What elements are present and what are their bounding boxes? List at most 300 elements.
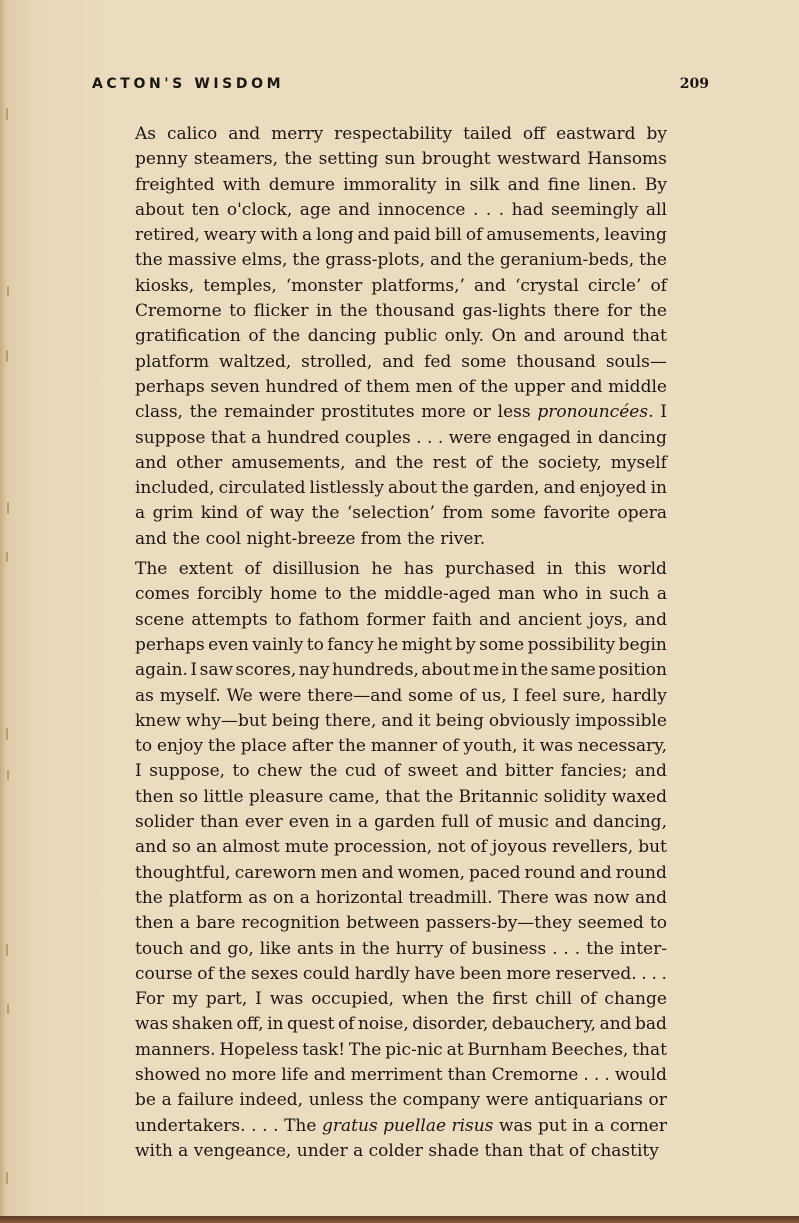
word: of [343, 376, 361, 397]
word: noise, [357, 1014, 409, 1035]
word: the [309, 761, 338, 782]
word: were [448, 427, 492, 448]
word: paid [393, 225, 431, 246]
word: on [272, 887, 295, 908]
word: . [416, 427, 422, 448]
text-line [135, 476, 667, 501]
word: respectability [334, 124, 453, 144]
word: thoughtful, [135, 862, 231, 883]
word: there [553, 301, 600, 322]
word: after [291, 736, 334, 757]
word: linen. [588, 174, 637, 195]
word: and [635, 887, 667, 908]
word: attempts [191, 609, 268, 630]
text-line-words [135, 350, 667, 375]
word: to [135, 736, 153, 757]
word: impossible [575, 710, 667, 731]
word: only. [444, 326, 484, 347]
word: and [507, 174, 540, 195]
word: was [269, 989, 304, 1010]
word: I [190, 660, 198, 681]
word: of [449, 938, 466, 959]
word: a [161, 1090, 172, 1111]
text-line-words [135, 198, 667, 223]
text-line [135, 582, 667, 607]
text-line-words [135, 375, 667, 400]
word: music [497, 812, 549, 833]
word: and [554, 812, 587, 833]
word: reserved. [555, 963, 637, 984]
word: As [135, 124, 157, 144]
word: and [189, 938, 222, 959]
word: grass-plots, [325, 250, 426, 271]
word: fancy [327, 634, 374, 655]
word: and [135, 837, 167, 858]
word: I [135, 761, 142, 782]
text-line-words [135, 1114, 667, 1139]
paragraph [135, 557, 667, 1164]
word: platforms,’ [371, 275, 465, 296]
italic-phrase: gratus puellae risus [322, 1115, 494, 1136]
word: so [172, 837, 192, 858]
word: joys, [588, 609, 628, 630]
word: necessary, [577, 736, 667, 757]
text-line [135, 501, 667, 526]
word: of [197, 963, 214, 984]
word: the [311, 503, 340, 524]
word: women, [397, 862, 465, 883]
word: off, [236, 1014, 264, 1035]
text-line [135, 987, 667, 1012]
margin-mark [6, 728, 8, 740]
word: and [473, 275, 506, 296]
text-line [135, 937, 667, 962]
word: The [284, 1115, 317, 1136]
text-line [135, 861, 667, 886]
word: calico [166, 124, 218, 144]
word: more [506, 963, 551, 984]
word: in [335, 812, 352, 833]
word: opera [617, 503, 667, 524]
word: and [634, 609, 667, 630]
word: . [262, 1115, 268, 1136]
word: solider [135, 812, 194, 833]
word: merriment [350, 1064, 443, 1085]
text-line-words [135, 173, 667, 198]
word: first [492, 989, 528, 1010]
word: myself [610, 452, 667, 473]
word: steamers, [193, 149, 279, 170]
text-line [135, 911, 667, 936]
word: kind [200, 503, 239, 524]
word [322, 1114, 493, 1139]
word: who [542, 584, 579, 605]
text-line [135, 608, 667, 633]
word: and [465, 761, 498, 782]
word: ten [191, 199, 220, 220]
word: an [196, 837, 218, 858]
word: he [377, 634, 399, 655]
word: scene [135, 609, 185, 630]
word: that [385, 786, 420, 807]
word: and [357, 225, 390, 246]
word: there—and [307, 685, 403, 706]
text-line [135, 557, 667, 582]
word: being [271, 710, 320, 731]
word: begin [618, 634, 667, 655]
text-line-words [135, 426, 667, 451]
word: not [437, 837, 466, 858]
word: was [135, 1014, 169, 1035]
word: some [408, 685, 454, 706]
word: and [634, 761, 667, 782]
word: the [339, 301, 368, 322]
word: me [472, 660, 500, 681]
word: again. [135, 660, 188, 681]
text-line [135, 223, 667, 248]
word: innocence [377, 199, 466, 220]
text-line-words [135, 274, 667, 299]
word: from [442, 503, 484, 524]
word: waltzed, [218, 351, 292, 372]
text-line-words [135, 835, 667, 860]
word: and [361, 862, 394, 883]
word: with [222, 174, 261, 195]
word: geranium-beds, [499, 250, 635, 271]
word: suppose, [149, 761, 226, 782]
word: at [446, 1039, 464, 1060]
word: retired, [135, 225, 200, 246]
word: We [226, 685, 253, 706]
word: were [258, 685, 302, 706]
word: . [273, 1115, 279, 1136]
word: amusements, [486, 225, 601, 246]
word: ever [244, 812, 283, 833]
word: like [259, 938, 292, 959]
word: seemingly [551, 199, 639, 220]
text-line-words [135, 299, 667, 324]
word: us, [481, 685, 507, 706]
word: life [281, 1064, 309, 1085]
word: . [661, 963, 667, 984]
word: and [228, 124, 261, 144]
text-line-words [135, 147, 667, 172]
word: hardly [354, 963, 410, 984]
word: eastward [556, 124, 636, 144]
word: manners. [135, 1039, 216, 1060]
word: gratification [135, 326, 241, 347]
text-line: with a vengeance, under a colder shade than that of chastity [135, 1140, 659, 1161]
word: forcibly [197, 584, 263, 605]
text-line-words [135, 759, 667, 784]
text-line-words [135, 810, 667, 835]
word: of [650, 275, 667, 296]
word: the [586, 938, 614, 959]
word: unless [308, 1090, 364, 1111]
word: For [135, 989, 165, 1010]
word: mute [284, 837, 329, 858]
word: was [539, 736, 574, 757]
word: in [585, 584, 603, 605]
word: of [337, 1014, 355, 1035]
word: of [475, 452, 492, 473]
text-line [135, 1088, 667, 1113]
word: to [306, 634, 324, 655]
word: Cremorne [135, 301, 222, 322]
word: On [491, 326, 517, 347]
word: the [639, 301, 667, 322]
word: antiquarians [534, 1090, 643, 1111]
word: by [646, 124, 667, 144]
word: . [251, 1115, 257, 1136]
word: sun [384, 149, 416, 170]
word: . [583, 1064, 589, 1085]
word: paced [469, 862, 521, 883]
word: and [570, 376, 603, 397]
word: middle [608, 376, 667, 397]
word: this [574, 559, 607, 580]
word: youth, [463, 736, 518, 757]
word: thousand [516, 351, 596, 372]
word: . [552, 938, 558, 959]
word: in [576, 427, 593, 448]
text-line [135, 1012, 667, 1037]
word: massive [167, 250, 237, 271]
word: then [135, 786, 174, 807]
word: and [354, 452, 387, 473]
word: that [632, 1039, 667, 1060]
text-line-words [135, 1012, 667, 1037]
text-line-words [135, 633, 667, 658]
word: faith [432, 609, 472, 630]
word: than [447, 1064, 487, 1085]
text-line [135, 759, 667, 784]
word: why—but [185, 710, 267, 731]
word: flicker [253, 301, 309, 322]
word: Britannic [458, 786, 539, 807]
word: . [604, 1064, 610, 1085]
word: rest [432, 452, 467, 473]
word: the [466, 250, 495, 271]
word: engaged [496, 427, 571, 448]
word: now [593, 887, 630, 908]
word: to [649, 913, 667, 934]
word: westward [496, 149, 581, 170]
word: of [458, 376, 475, 397]
word: dancing [598, 427, 667, 448]
word: a [179, 913, 191, 934]
word: change [604, 989, 667, 1010]
word: of [465, 225, 483, 246]
margin-mark [7, 770, 9, 780]
word: the [501, 452, 529, 473]
word: bad [635, 1014, 667, 1035]
word: scores, [235, 660, 297, 681]
word: by [455, 634, 476, 655]
word: garden [374, 812, 436, 833]
word: cud [344, 761, 377, 782]
word: feel [524, 685, 557, 706]
text-line [135, 658, 667, 683]
word: to [232, 761, 250, 782]
word: the [520, 660, 549, 681]
word: possibility [527, 634, 616, 655]
word: the [348, 584, 377, 605]
word: extent [178, 559, 234, 580]
text-line-words [135, 987, 667, 1012]
word: tailed [463, 124, 512, 144]
word: . [574, 938, 581, 959]
word: some [490, 503, 536, 524]
word: about [421, 660, 471, 681]
word: manner [370, 736, 438, 757]
word: I [512, 685, 520, 706]
word: corner [609, 1115, 667, 1136]
word: of [475, 812, 492, 833]
word: thousand [375, 301, 455, 322]
margin-mark [6, 552, 8, 562]
word: . [472, 199, 479, 220]
word: platform [168, 887, 243, 908]
margin-mark [7, 502, 9, 514]
word: my [172, 989, 198, 1010]
margin-mark [7, 1004, 9, 1014]
word: By [644, 174, 667, 195]
word: leaving [604, 225, 667, 246]
word: showed [135, 1064, 201, 1085]
word: merry [271, 124, 324, 144]
text-line-words [135, 785, 667, 810]
word: home [269, 584, 318, 605]
word: setting [318, 149, 379, 170]
word: upper [514, 376, 565, 397]
body-text [135, 122, 667, 1164]
word: has [403, 559, 434, 580]
word: other [176, 452, 223, 473]
text-line [135, 173, 667, 198]
word: . [427, 427, 433, 448]
word: the [292, 250, 321, 271]
word: grim [152, 503, 194, 524]
word: men [320, 862, 358, 883]
text-line-words [135, 1088, 667, 1113]
word: . [498, 199, 505, 220]
word: more [231, 1064, 277, 1085]
word: ants [296, 938, 334, 959]
word: quest [287, 1014, 335, 1035]
word: as [248, 887, 268, 908]
word: ‘monster [285, 275, 363, 296]
word: . [485, 199, 492, 220]
word: occupied, [311, 989, 395, 1010]
text-line [135, 350, 667, 375]
word: . [437, 427, 444, 448]
text-line-words [135, 886, 667, 911]
word: purchased [444, 559, 536, 580]
word: the [395, 452, 424, 473]
text-line [135, 324, 667, 349]
text-line [135, 1063, 667, 1088]
word: between [346, 913, 420, 934]
italic-phrase: pronouncées [537, 402, 649, 423]
word: all [645, 199, 667, 220]
margin-mark [6, 108, 8, 120]
text-line-words [135, 582, 667, 607]
word: and [478, 609, 511, 630]
word: remainder [224, 402, 315, 423]
word: no [205, 1064, 227, 1085]
word: included, [135, 478, 215, 499]
word: way [269, 503, 305, 524]
text-line [135, 709, 667, 734]
word: round [615, 862, 667, 883]
word: Hansoms [587, 149, 667, 170]
word: more [421, 402, 466, 423]
word: off [522, 124, 546, 144]
word: Hopeless [219, 1039, 299, 1060]
word: less [497, 402, 531, 423]
text-line-words [135, 122, 667, 147]
word: a [594, 1115, 605, 1136]
text-line-words [135, 684, 667, 709]
word: a [135, 503, 146, 524]
word: The [348, 1039, 382, 1060]
word: recognition [241, 913, 341, 934]
word: temples, [203, 275, 277, 296]
text-line [135, 835, 667, 860]
word: or [472, 402, 491, 423]
word: chew [257, 761, 303, 782]
word: came, [328, 786, 380, 807]
word: some [479, 634, 525, 655]
text-line [135, 962, 667, 987]
word: he [371, 559, 393, 580]
word: long [316, 225, 354, 246]
word: it [522, 736, 535, 757]
text-line-words [135, 658, 667, 683]
text-line [135, 785, 667, 810]
margin-mark [7, 286, 9, 296]
word: sexes [251, 963, 299, 984]
word: and [135, 452, 167, 473]
word: Cremorne [491, 1064, 579, 1085]
text-line [135, 147, 667, 172]
word: age [299, 199, 331, 220]
word: couples [344, 427, 411, 448]
word: when [402, 989, 449, 1010]
word: fed [424, 351, 452, 372]
text-line-words [135, 734, 667, 759]
word: of [459, 685, 476, 706]
word: and [382, 351, 415, 372]
word: the [456, 989, 485, 1010]
word: that [210, 427, 246, 448]
word: perhaps [135, 634, 205, 655]
text-line-words [135, 223, 667, 248]
text-line [135, 122, 667, 147]
running-head: ACTON'S WISDOM [92, 76, 285, 92]
word: in [572, 1115, 589, 1136]
text-line [135, 734, 667, 759]
text-line [135, 886, 667, 911]
word: in [444, 174, 462, 195]
word: There [498, 887, 549, 908]
word: round [524, 862, 576, 883]
text-line [135, 375, 667, 400]
word: the [441, 478, 469, 499]
word: myself. [159, 685, 221, 706]
word: listlessly [309, 478, 384, 499]
